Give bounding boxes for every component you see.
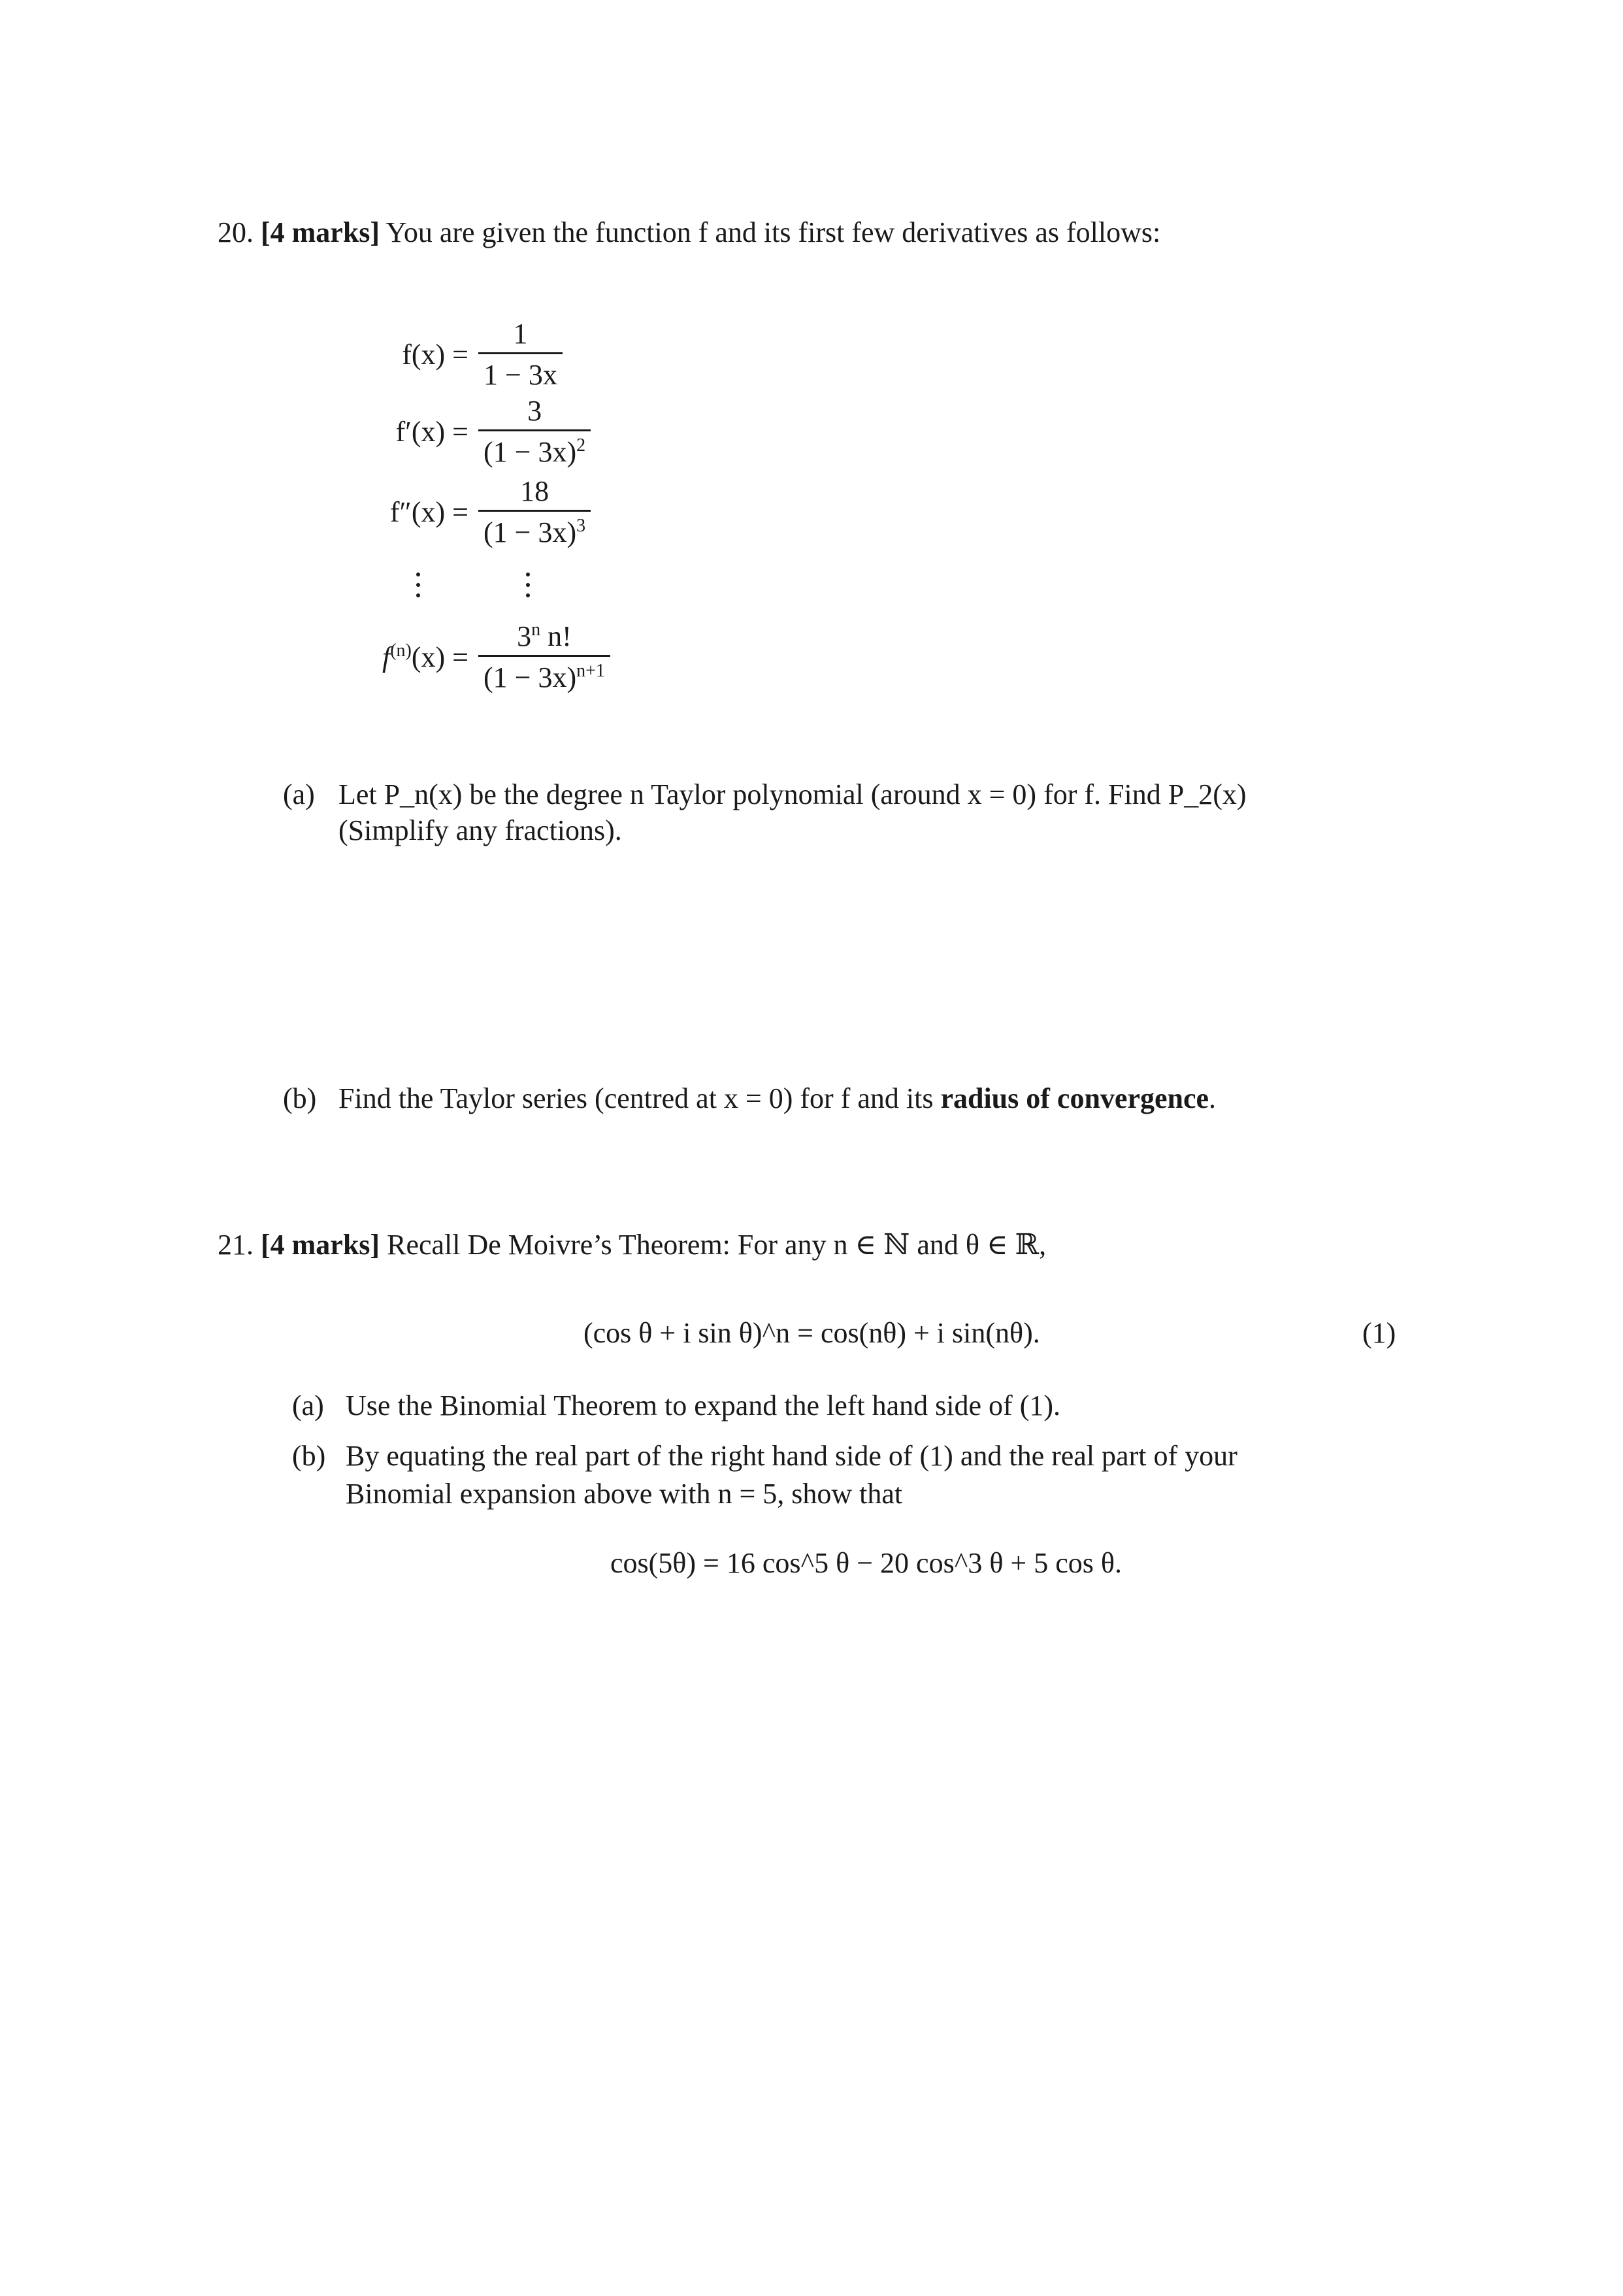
eq-f2-fraction — [478, 474, 591, 550]
eq-f1 — [0, 389, 1623, 474]
eq-fn-fraction — [478, 620, 610, 695]
q20-marks: [4 marks] — [261, 216, 380, 248]
eq-fn-num-exp: n — [531, 619, 541, 640]
q21-number: 21. — [218, 1229, 254, 1261]
q21-intro: Recall De Moivre’s Theorem: For any n ∈ ℕ and θ ∈ ℝ, — [387, 1229, 1047, 1261]
q20-part-b-text: Find the Taylor series (centred at x = 0) for f and its — [338, 1082, 934, 1114]
eq-fn-num-base: 3 — [517, 620, 532, 652]
vdots-rhs — [526, 573, 530, 597]
q20-part-a-label: (a) — [283, 778, 315, 810]
eq-f1-exponent: 2 — [576, 435, 586, 456]
q20-part-b-bold: radius of convergence — [940, 1082, 1209, 1114]
q21-part-a-text: Use the Binomial Theorem to expand the left hand side of (1). — [346, 1389, 1061, 1422]
q20-intro: You are given the function f and its first few derivatives as follows: — [385, 216, 1161, 248]
q21-result: cos(5θ) = 16 cos^5 θ − 20 cos^3 θ + 5 cos θ. — [610, 1547, 1122, 1579]
eq-fn-lhs-tail: (x) = — [411, 641, 468, 673]
q20-number: 20. — [218, 216, 254, 248]
q20-part-a-line1: Let P_n(x) be the degree n Taylor polynomial (around x = 0) for f. Find P_2(x) — [338, 778, 1247, 810]
eq-f2-denominator-wrap — [478, 510, 591, 550]
eq-fn-numerator — [510, 620, 578, 655]
q20-part-a-line2: (Simplify any fractions). — [338, 814, 622, 846]
eq-f — [0, 312, 1623, 397]
q21-equation: (cos θ + i sin θ)^n = cos(nθ) + i sin(nθ). — [583, 1317, 1040, 1349]
eq-fn-exponent: n+1 — [576, 660, 605, 681]
eq-f2-numerator: 18 — [520, 474, 549, 507]
eq-fn-denominator-wrap — [478, 655, 610, 695]
q21-part-b-label: (b) — [292, 1440, 326, 1472]
eq-fn-num-tail: n! — [548, 620, 572, 652]
eq-f1-denominator-wrap — [478, 429, 591, 469]
q20-heading — [218, 214, 1160, 251]
q20-part-b: Find the Taylor series (centred at x = 0) for f and its radius of convergence. — [338, 1082, 1217, 1114]
eq-f2-denominator: (1 − 3x) — [484, 516, 577, 548]
q21-part-b-line1: By equating the real part of the right hand side of (1) and the real part of your — [346, 1440, 1238, 1472]
q21-part-b-line2: Binomial expansion above with n = 5, show that — [346, 1478, 903, 1510]
eq-f1-denominator: (1 − 3x) — [484, 435, 577, 468]
eq-f-fraction — [478, 317, 563, 392]
eq-f-lhs: f(x) = — [402, 338, 468, 371]
q20-part-b-label: (b) — [283, 1082, 317, 1114]
eq-fn-lhs: $f^{(n)}(x)$ = — [382, 640, 468, 673]
eq-f2-lhs: f″(x) = — [389, 495, 468, 528]
eq-f1-numerator: 3 — [527, 394, 542, 427]
eq-f-numerator: 1 — [513, 317, 528, 350]
eq-fn — [0, 614, 1623, 699]
q21-heading — [218, 1227, 1046, 1263]
eq-fn-denominator: (1 − 3x) — [484, 661, 577, 693]
eq-f1-lhs: f′(x) = — [395, 415, 468, 448]
eq-fn-lhs-order: (n) — [390, 640, 412, 661]
eq-f2 — [0, 469, 1623, 554]
eq-f-denominator: 1 − 3x — [478, 352, 563, 392]
vdots-lhs — [416, 573, 420, 597]
q21-equation-tag: (1) — [1362, 1317, 1396, 1349]
eq-f1-fraction — [478, 394, 591, 469]
q21-part-a-label: (a) — [292, 1389, 324, 1422]
eq-f2-exponent: 3 — [576, 515, 586, 536]
q21-marks: [4 marks] — [261, 1229, 380, 1261]
